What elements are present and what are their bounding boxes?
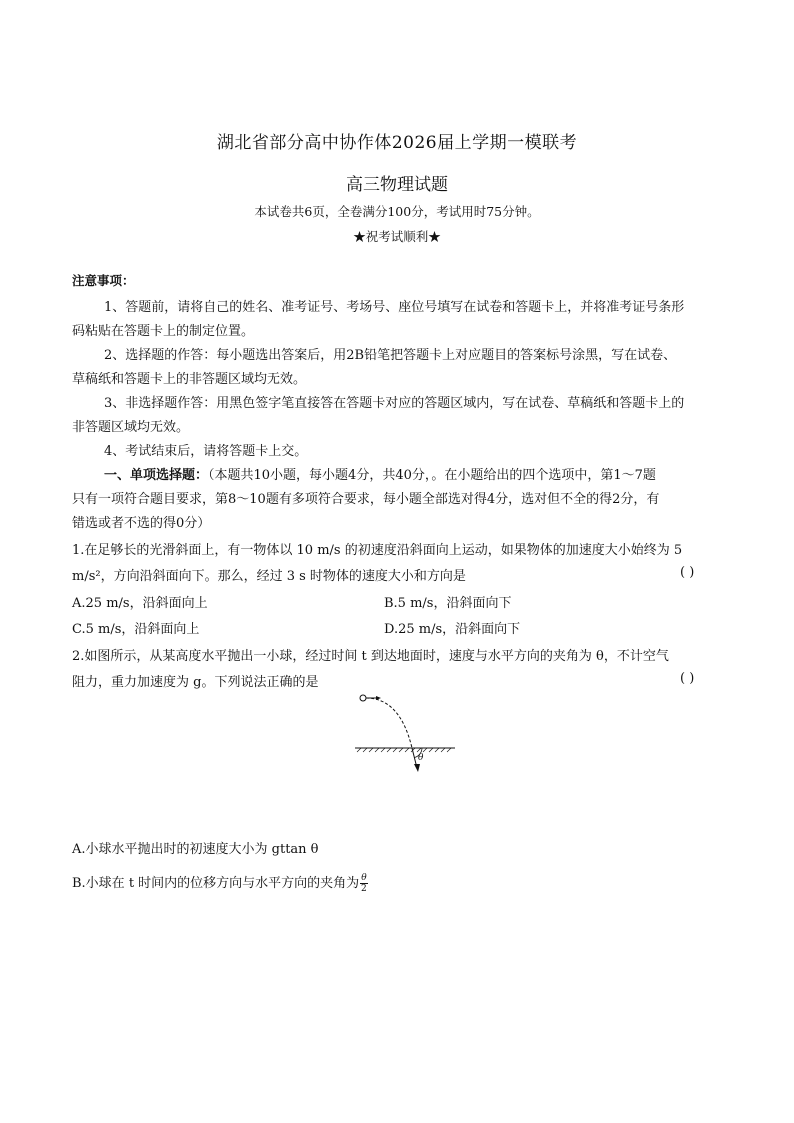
question-1-answer-bracket: ( ) [680,565,695,580]
good-luck-line: ★祝考试顺利★ [353,229,441,244]
theta-label: θ [418,753,424,763]
section-1-heading: 一、单项选择题： [104,468,209,483]
exam-subtitle: 高三物理试题 [346,175,448,195]
section-1-description-line-2: 只有一项符合题目要求，第8～10题有多项符合要求，每小题全部选对得4分，选对但不全的得2分，有 [72,492,660,507]
section-1-description: （本题共10小题，每小题4分，共40分，。在小题给出的四个选项中，第1～7题 [208,468,656,483]
notice-item-2-line-1: 2、选择题的作答：每小题选出答案后，用2B铅笔把答题卡上对应题目的答案标号涂黑，写在试卷、 [104,348,677,363]
question-1-option-c: C.5 m/s，沿斜面向上 [72,622,200,637]
question-1-option-b: B.5 m/s，沿斜面向下 [384,596,512,611]
exam-title: 湖北省部分高中协作体2026届上学期一模联考 [216,133,578,153]
projectile-figure [350,688,470,778]
trajectory-curve [366,698,412,748]
question-2-option-b [72,872,368,894]
notice-item-1-line-1: 1、答题前，请将自己的姓名、准考证号、考场号、座位号填写在试卷和答题卡上，并将准考证号条形 [104,300,685,315]
fraction-numerator: θ [361,873,367,883]
notice-item-3-line-2: 非答题区域均无效。 [72,420,190,435]
question-1-stem-line-2: m/s²，方向沿斜面向下。那么，经过 3 s 时物体的速度大小和方向是 [72,569,466,584]
question-1-option-d: D.25 m/s，沿斜面向下 [384,622,521,637]
question-2-stem-line-1: 2.如图所示，从某高度水平抛出一小球，经过时间 t 到达地面时，速度与水平方向的夹角为 θ，不计空气 [72,649,669,664]
question-2-option-a: A.小球水平抛出时的初速度大小为 gttan θ [72,842,319,857]
question-2-answer-bracket: ( ) [680,671,695,686]
exam-info: 本试卷共6页，全卷满分100分，考试用时75分钟。 [254,204,540,219]
question-2-option-b-text: B.小球在 t 时间内的位移方向与水平方向的夹角为 [72,876,360,891]
notice-item-2-line-2: 草稿纸和答题卡上的非答题区域均无效。 [72,372,307,387]
section-1-description-line-1 [104,464,656,483]
notice-heading: 注意事项： [72,273,135,288]
half-theta-fraction [360,873,367,894]
question-2-stem-line-2: 阻力，重力加速度为 g。下列说法正确的是 [72,675,319,690]
section-1-description-line-3: 错选或者不选的得0分） [72,516,211,531]
notice-item-1-line-2: 码粘贴在答题卡上的制定位置。 [72,324,255,339]
notice-item-4: 4、考试结束后，请将答题卡上交。 [104,444,308,459]
question-1-option-a: A.25 m/s，沿斜面向上 [72,596,208,611]
ground-hatching [357,748,451,752]
notice-item-3-line-1: 3、非选择题作答：用黑色签字笔直接答在答题卡对应的答题区域内，写在试卷、草稿纸和答题卡上的 [104,396,685,411]
fraction-denominator: 2 [361,884,367,894]
question-1-stem-line-1: 1.在足够长的光滑斜面上，有一物体以 10 m/s 的初速度沿斜面向上运动，如果物体的加速度大小始终为 5 [72,543,683,558]
